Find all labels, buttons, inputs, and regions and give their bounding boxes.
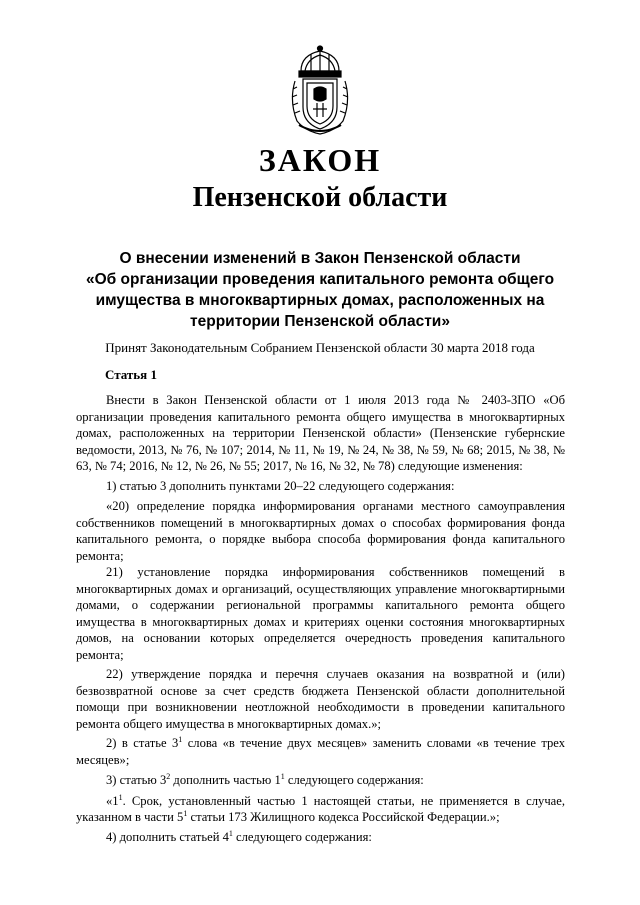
clause-22: 22) утверждение порядка и перечня случаев оказания на возвратной и (или) безвозвратной основе за счет средств бюджета Пензенской области дополнительной помощи при возникновении неотложной необходимости в проведении капитального ремонта общего имущества в многоквартирных домах.»; (76, 667, 565, 731)
list-item-2: 2) в статье $3^1$ слова «в течение двух месяцев» заменить словами «в течение трех месяцев»; (76, 735, 565, 767)
list-item-4: 4) дополнить статьей $4^1$ следующего содержания: (106, 828, 372, 844)
document-title-line: О внесении изменений в Закон Пензенской области (119, 250, 521, 267)
region-heading: Пензенской области (192, 182, 448, 213)
quoted-part: «$1^1$. Срок, установленный частью 1 настоящей статьи, не применяется в случае, указанном в части $5^1$ статьи 173 Жилищного кодекса Российской Федерации.»; (76, 792, 565, 824)
document-title-line: имущества в многоквартирных домах, расположенных на (95, 292, 545, 309)
intro-paragraph: Внести в Закон Пензенской области от 1 июля 2013 года № 2403-ЗПО «Об организации проведения капитального ремонта общего имущества в многоквартирных домах, расположенных на территории Пензенской области» (Пензенские губернские ведомости, 2013, № 76, № 107; 2014, № 11, № 19, № 24, № 38, № 59, № 68; 2015, № 38, № 63, № 74; 2016, № 12, № 26, № 55; 2017, № 16, № 32, № 78) следующие изменения: (76, 393, 565, 473)
list-item-3: 3) статью $3^2$ дополнить частью $1^1$ следующего содержания: (106, 772, 424, 787)
article-heading: Статья 1 (105, 367, 157, 382)
article-body (76, 392, 565, 849)
clause-20: «20) определение порядка информирования органами местного самоуправления собственников помещений в многоквартирных домах о способах формирования фонда капитального ремонта, о порядке выбора способа формирования фонда капитального ремонта; (76, 499, 565, 563)
coat-of-arms-emblem (287, 45, 353, 137)
clause-21: 21) установление порядка информирования собственников помещений в многоквартирных домах и организаций, осуществляющих управление многоквартирными домами, о содержании региональной программы капитального ремонта общего имущества в многоквартирных домах и критериях оценки состояния многоквартирных домов, на основании которых определяется очередность проведения капитального ремонта; (76, 565, 565, 662)
document-title (80, 248, 560, 332)
adoption-line: Принят Законодательным Собранием Пензенской области 30 марта 2018 года (105, 340, 535, 355)
document-title-line: «Об организации проведения капитального ремонта общего (85, 271, 555, 288)
document-title-line: территории Пензенской области» (190, 313, 450, 330)
list-item-1: 1) статью 3 дополнить пунктами 20–22 следующего содержания: (106, 478, 455, 493)
law-heading: ЗАКОН (258, 142, 382, 178)
